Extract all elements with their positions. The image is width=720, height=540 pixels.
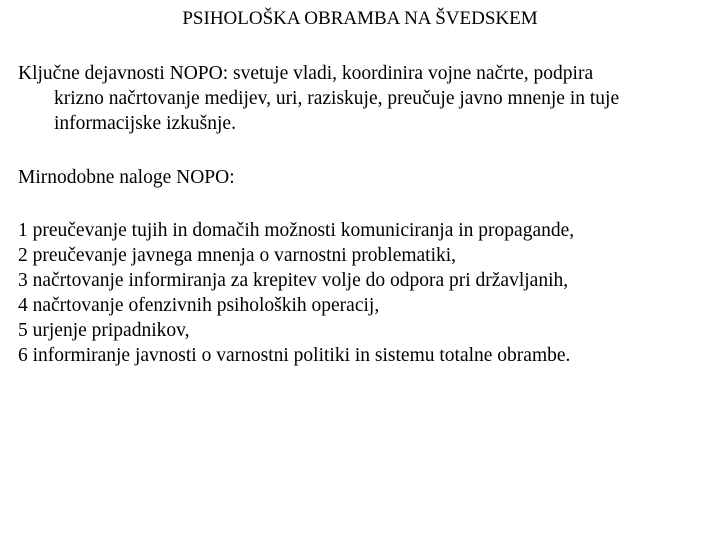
key-activities: [18, 61, 619, 136]
list-item: 4 načrtovanje ofenzivnih psiholoških operacij,: [18, 295, 380, 316]
text-line: krizno načrtovanje medijev, uri, raziskuje, preučuje javno mnenje in tuje: [54, 88, 620, 109]
task-list: [18, 218, 574, 368]
list-item: 2 preučevanje javnega mnenja o varnostni problematiki,: [18, 245, 457, 266]
page-title: PSIHOLOŠKA OBRAMBA NA ŠVEDSKEM: [182, 8, 538, 29]
list-item: 3 načrtovanje informiranja za krepitev volje do odpora pri državljanih,: [18, 270, 569, 291]
text-line: Ključne dejavnosti NOPO: svetuje vladi, koordinira vojne načrte, podpira: [18, 63, 594, 84]
text-line: informacijske izkušnje.: [54, 113, 236, 134]
list-item: 5 urjenje pripadnikov,: [18, 320, 190, 341]
list-item: 1 preučevanje tujih in domačih možnosti komuniciranja in propagande,: [18, 220, 575, 241]
list-item: 6 informiranje javnosti o varnostni politiki in sistemu totalne obrambe.: [18, 345, 571, 366]
peacetime-heading: Mirnodobne naloge NOPO:: [18, 167, 235, 188]
